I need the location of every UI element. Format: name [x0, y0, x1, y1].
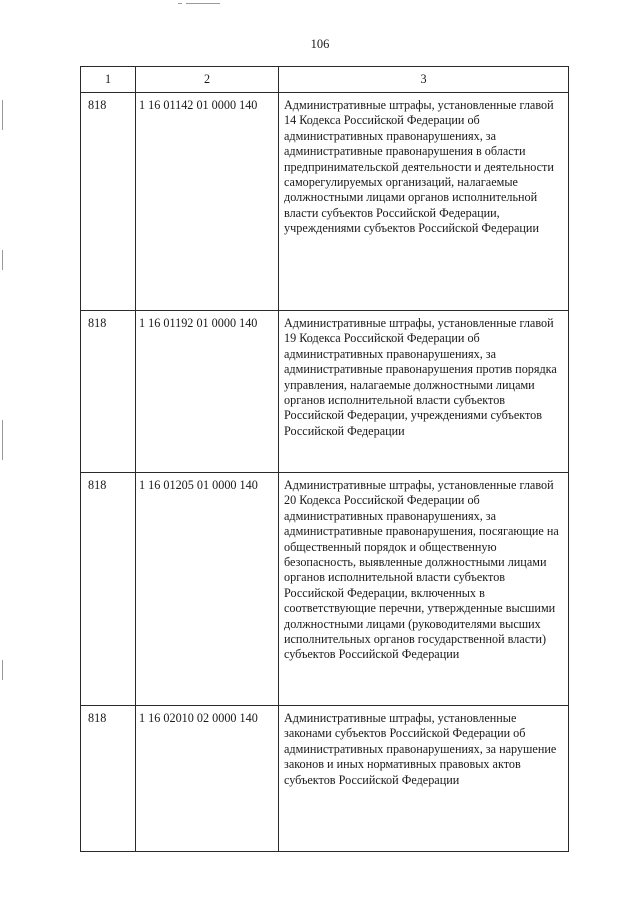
- table-row: [81, 93, 569, 311]
- table-header-row: [81, 67, 569, 93]
- column-header-2: 2: [136, 67, 279, 93]
- scan-mark: [178, 3, 182, 4]
- scan-mark: [2, 100, 3, 130]
- admin-code-cell: 818: [81, 473, 136, 706]
- table-row: [81, 706, 569, 852]
- description-cell: Административные штрафы, установленные главой 20 Кодекса Российской Федерации об административных правонарушениях, за административные правонарушения, посягающие на общественный порядок и общественную безопасность, выявленные должностными лицами органов исполнительной власти субъектов Российской Федерации, включенных в соответствующие перечни, утвержденные высшими должностными лицами (руководителями высших исполнительных органов государственной власти) субъектов Российской Федерации: [279, 473, 569, 706]
- column-header-1: 1: [81, 67, 136, 93]
- revenue-code-cell: 1 16 02010 02 0000 140: [136, 706, 279, 852]
- scan-mark: [2, 660, 3, 680]
- revenue-code-cell: 1 16 01192 01 0000 140: [136, 311, 279, 473]
- admin-code-cell: 818: [81, 706, 136, 852]
- description-cell: Административные штрафы, установленные законами субъектов Российской Федерации об административных правонарушениях, за нарушение законов и иных нормативных правовых актов субъектов Российской Федерации: [279, 706, 569, 852]
- revenue-code-cell: 1 16 01142 01 0000 140: [136, 93, 279, 311]
- admin-code-cell: 818: [81, 93, 136, 311]
- admin-code-cell: 818: [81, 311, 136, 473]
- description-cell: Административные штрафы, установленные главой 19 Кодекса Российской Федерации об административных правонарушениях, за административные правонарушения против порядка управления, налагаемые должностными лицами органов исполнительной власти субъектов Российской Федерации, учреждениями субъектов Российской Федерации: [279, 311, 569, 473]
- description-cell: Административные штрафы, установленные главой 14 Кодекса Российской Федерации об административных правонарушениях, за административные правонарушения в области предпринимательской деятельности и деятельности саморегулируемых организаций, налагаемые должностными лицами органов исполнительной власти субъектов Российской Федерации, учреждениями субъектов Российской Федерации: [279, 93, 569, 311]
- revenue-code-cell: 1 16 01205 01 0000 140: [136, 473, 279, 706]
- column-header-3: 3: [279, 67, 569, 93]
- scan-mark: [2, 420, 3, 460]
- scan-mark: [186, 3, 220, 4]
- scan-mark: [2, 250, 3, 270]
- table-row: [81, 311, 569, 473]
- table-row: [81, 473, 569, 706]
- page-number: 106: [310, 37, 330, 51]
- budget-codes-table: [80, 66, 569, 852]
